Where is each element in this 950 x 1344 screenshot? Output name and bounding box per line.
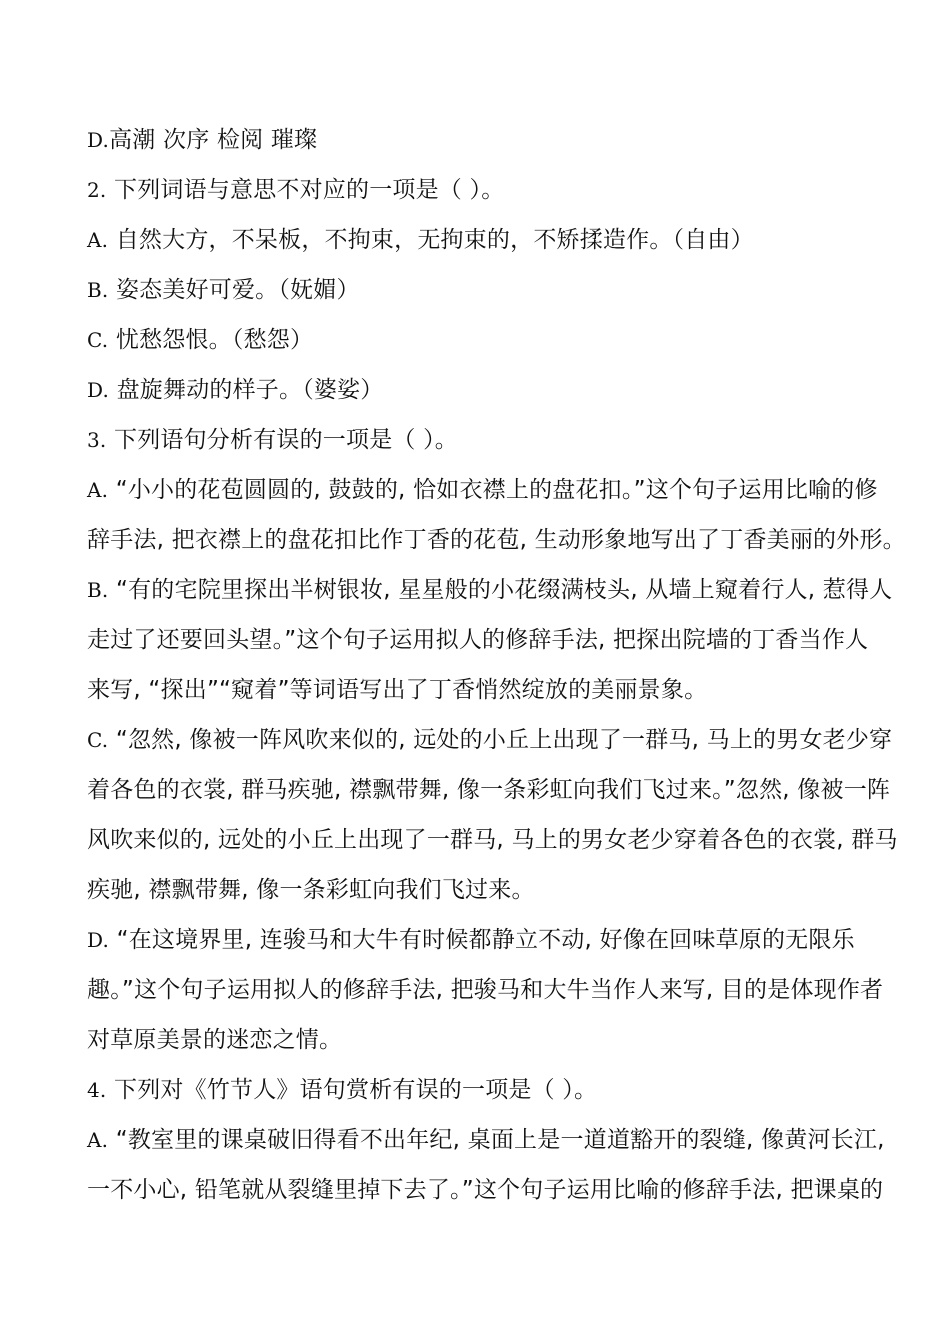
option-label: C. xyxy=(87,728,109,752)
continuation-line xyxy=(87,675,877,705)
continuation-line xyxy=(87,875,877,905)
option-line xyxy=(87,575,893,605)
question-line xyxy=(87,425,877,455)
line-text: “教室里的课桌破旧得看不出年纪, 桌面上是一道道豁开的裂缝, 像黄河长江, xyxy=(108,1127,885,1153)
option-label: A. xyxy=(87,478,109,502)
option-line xyxy=(87,275,877,305)
line-text: 走过了还要回头望。”这个句子运用拟人的修辞手法, 把探出院墙的丁香当作人 xyxy=(87,627,869,653)
option-line xyxy=(87,925,877,955)
question-number: 4. xyxy=(87,1078,107,1102)
line-text: “在这境界里, 连骏马和大牛有时候都静立不动, 好像在回味草原的无限乐 xyxy=(109,927,855,953)
line-text: 辞手法, 把衣襟上的盘花扣比作丁香的花苞, 生动形象地写出了丁香美丽的外形。 xyxy=(87,527,906,553)
line-text: 下列词语与意思不对应的一项是（ ）。 xyxy=(106,177,505,203)
line-text: “忽然, 像被一阵风吹来似的, 远处的小丘上出现了一群马, 马上的男女老少穿 xyxy=(108,727,893,753)
line-text: 高潮 次序 检阅 璀璨 xyxy=(109,127,318,153)
question-number: 3. xyxy=(87,428,107,452)
option-label: C. xyxy=(87,328,109,352)
line-text: 盘旋舞动的样子。（婆娑） xyxy=(109,377,384,403)
option-line xyxy=(87,125,877,155)
continuation-line xyxy=(87,775,891,805)
option-label: A. xyxy=(87,1128,109,1152)
line-text: 着各色的衣裳, 群马疾驰, 襟飘带舞, 像一条彩虹向我们飞过来。”忽然, 像被一阵 xyxy=(87,777,891,803)
option-label: B. xyxy=(87,578,109,602)
question-line xyxy=(87,175,877,205)
line-text: “小小的花苞圆圆的, 鼓鼓的, 恰如衣襟上的盘花扣。”这个句子运用比喻的修 xyxy=(108,477,878,503)
line-text: 一不小心, 铅笔就从裂缝里掉下去了。”这个句子运用比喻的修辞手法, 把课桌的 xyxy=(87,1177,884,1203)
line-text: 来写, “探出”“窥着”等词语写出了丁香悄然绽放的美丽景象。 xyxy=(87,677,708,703)
continuation-line xyxy=(87,1025,877,1055)
line-text: 姿态美好可爱。（妩媚） xyxy=(108,277,360,303)
option-label: D. xyxy=(87,378,110,402)
line-text: 自然大方，不呆板，不拘束，无拘束的，不矫揉造作。（自由） xyxy=(108,227,754,253)
line-text: 下列对《竹节人》语句赏析有误的一项是（ ）。 xyxy=(106,1077,598,1103)
continuation-line xyxy=(87,625,877,655)
line-text: 忧愁怨恨。（愁怨） xyxy=(108,327,314,353)
continuation-line xyxy=(87,1175,884,1205)
continuation-line xyxy=(87,525,906,555)
line-text: 趣。”这个句子运用拟人的修辞手法, 把骏马和大牛当作人来写, 目的是体现作者 xyxy=(87,977,884,1003)
question-number: 2. xyxy=(87,178,107,202)
option-line xyxy=(87,475,877,505)
line-text: 下列语句分析有误的一项是（ ）。 xyxy=(106,427,459,453)
option-line xyxy=(87,725,893,755)
question-line xyxy=(87,1075,877,1105)
option-label: D. xyxy=(87,928,110,952)
line-text: 风吹来似的, 远处的小丘上出现了一群马, 马上的男女老少穿着各色的衣裳, 群马 xyxy=(87,827,898,853)
option-label: D. xyxy=(87,128,110,152)
option-label: A. xyxy=(87,228,109,252)
option-line xyxy=(87,1125,885,1155)
line-text: 对草原美景的迷恋之情。 xyxy=(87,1027,343,1053)
option-line xyxy=(87,375,877,405)
option-line xyxy=(87,225,877,255)
option-label: B. xyxy=(87,278,109,302)
line-text: “有的宅院里探出半树银妆, 星星般的小花缀满枝头, 从墙上窥着行人, 惹得人 xyxy=(108,577,893,603)
line-text: 疾驰, 襟飘带舞, 像一条彩虹向我们飞过来。 xyxy=(87,877,535,903)
continuation-line xyxy=(87,825,898,855)
option-line xyxy=(87,325,877,355)
continuation-line xyxy=(87,975,884,1005)
